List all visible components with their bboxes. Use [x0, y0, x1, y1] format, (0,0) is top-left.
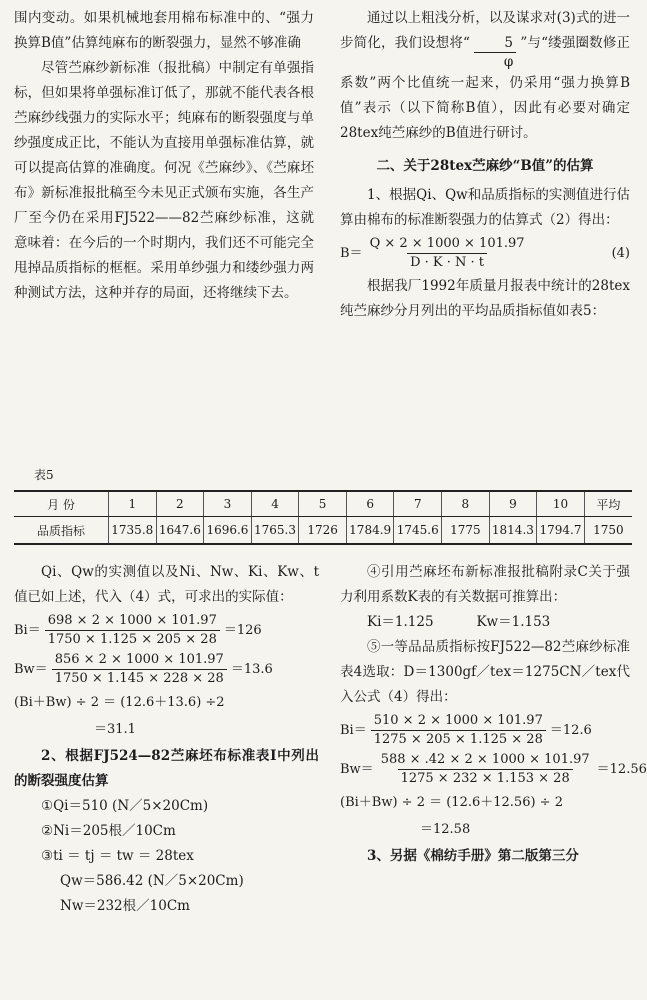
formula-average-2: (Bi＋Bw) ÷ 2 ＝ (12.6＋12.56) ÷ 2: [340, 795, 563, 810]
table-row: [14, 517, 632, 545]
table-header-cell: 平均: [584, 491, 632, 517]
table-cell: 1814.3: [489, 517, 537, 545]
paragraph-method-2: 2、根据FJ524—82苎麻坯布标准表Ⅰ中列出的断裂强度估算: [14, 748, 319, 789]
paragraph-single-strength: 尽管苎麻纱新标准（报批稿）中制定有单强指标，但如果将单强标准订低了，那就不能代表各根苎麻纱线强力的实际水平；纯麻布的断裂强度与单纱强度成正比，不能认为直接用单强标准估算，就可以提高估算的准确度。何况《苎麻纱》、《苎麻坯布》新标准报批稿至今未见正式颁布实施，各生产厂至今仍在采用FJ522——82苎麻纱标准，这就意味着：在今后的一个时期内，我们还不可能完全甩掉品质指标的框框。采用单纱强力和缕纱强力两种测试方法，这种并存的局面，还将继续下去。: [14, 60, 314, 301]
paragraph-substitute: Qi、Qw的实测值以及Ni、Nw、Ki、Kw、t值已如上述，代入（4）式，可求出的实际值：: [14, 564, 319, 605]
table-cell: 1775: [442, 517, 490, 545]
formula-bi-2: Bi＝ $\frac{510 \times 2 \times 1000 \times 101.97}{1275 \times 205 \times 1.125 \times 28}$ ＝12.6: [340, 713, 592, 747]
table-cell: 品质指标: [14, 517, 109, 545]
paragraph-method-1: 1、根据Qi、Qw和品质指标的实测值进行估算由棉布的标准断裂强力的估算式（2）得出：: [340, 187, 630, 228]
table-header-cell: 4: [251, 491, 299, 517]
quality-index-table: [14, 490, 632, 545]
table-header-cell: 2: [156, 491, 204, 517]
table-header-cell: 1: [109, 491, 157, 517]
paragraph-first-grade: ⑤一等品品质指标按FJ522—82苎麻纱标准表4选取：D＝1300gf／tex＝1275CN／tex代入公式（4）得出：: [340, 639, 630, 705]
list-item: ①Qi＝510 (N／5×20Cm): [41, 798, 209, 814]
table-cell: 1745.6: [394, 517, 442, 545]
table-cell: 1794.7: [537, 517, 585, 545]
list-item: Nw＝232根／10Cm: [60, 898, 190, 914]
right-column-top: [340, 6, 630, 324]
table-header-row: [14, 491, 632, 517]
formula-average-2-result: ＝12.58: [420, 822, 471, 837]
table-cell: 1647.6: [156, 517, 204, 545]
table-header-cell: 6: [346, 491, 394, 517]
table-header-cell: 5: [299, 491, 347, 517]
list-item: Qw＝586.42 (N／5×20Cm): [60, 873, 244, 889]
table-header-cell: 10: [537, 491, 585, 517]
table-header-cell: 3: [204, 491, 252, 517]
list-item: ②Ni＝205根／10Cm: [41, 823, 176, 839]
table-cell: 1735.8: [109, 517, 157, 545]
left-column-bottom: [14, 560, 319, 919]
table-header-cell: 月 份: [14, 491, 109, 517]
table-cell: 1784.9: [346, 517, 394, 545]
formula-bi-1: Bi＝ $\frac{698 \times 2 \times 1000 \times 101.97}{1750 \times 1.125 \times 205 \times 28}$ ＝126: [14, 613, 262, 647]
list-item: ③ti ＝ tj ＝ tw ＝ 28tex: [41, 848, 194, 864]
formula-4-denominator: D · K · N · t: [407, 253, 487, 272]
formula-bw-2: Bw＝ $\frac{588 \times .42 \times 2 \times 1000 \times 101.97}{1275 \times 232 \times 1.153 \times 28}$ ＝12.56: [340, 752, 647, 786]
formula-bw-1: Bw＝ $\frac{856 \times 2 \times 1000 \times 101.97}{1750 \times 1.145 \times 228 \times 28}$ ＝13.6: [14, 652, 273, 686]
formula-4: B＝ $\frac{Q \times 2 \times 1000 \times 101.97}{D \cdot K \cdot N \cdot t}$ (4): [340, 236, 630, 270]
section-heading-b-value: 二、关于28tex苎麻纱“B值”的估算: [376, 158, 594, 174]
k-values: Ki＝1.125 Kw＝1.153: [367, 614, 551, 630]
equation-number: (4): [611, 246, 630, 261]
paragraph-continuation: 围内变动。如果机械地套用棉布标准中的、“强力换算B值”估算纯麻布的断裂强力，显然不够准确: [14, 10, 314, 51]
inline-fraction: $\frac{5}{\varphi}$: [474, 34, 516, 71]
formula-4-numerator: Q × 2 × 1000 × 101.97: [369, 236, 525, 251]
left-column-top: [14, 6, 314, 306]
table-cell: 1726: [299, 517, 347, 545]
right-column-bottom: [340, 560, 647, 869]
paragraph-analysis: 通过以上粗浅分析，以及谋求对(3)式的进一步简化，我们设想将“ $\frac{5}{\varphi}$ ”与“缕强圈数修正系数”两个比值统一起来，仍采用“强力换算B值”表示（以下简称B值），因此有必要对确定28tex纯苎麻纱的B值进行研讨。: [340, 10, 630, 141]
table-header-cell: 7: [394, 491, 442, 517]
paragraph-k-table: ④引用苎麻坯布新标准报批稿附录C关于强力利用系数K表的有关数据可推算出：: [340, 564, 630, 605]
table-header-cell: 8: [442, 491, 490, 517]
table-cell: 1696.6: [204, 517, 252, 545]
formula-average-1-result: ＝31.1: [94, 722, 136, 737]
table-cell: 1765.3: [251, 517, 299, 545]
table-caption: 表5: [34, 468, 54, 482]
formula-average-1: (Bi＋Bw) ÷ 2 ＝ (12.6＋13.6) ÷2: [14, 695, 225, 710]
table-header-cell: 9: [489, 491, 537, 517]
paragraph-table-intro: 根据我厂1992年质量月报表中统计的28tex纯苎麻纱分月列出的平均品质指标值如表5：: [340, 278, 630, 319]
table-cell: 1750: [584, 517, 632, 545]
paragraph-method-3: 3、另据《棉纺手册》第二版第三分: [367, 848, 579, 864]
